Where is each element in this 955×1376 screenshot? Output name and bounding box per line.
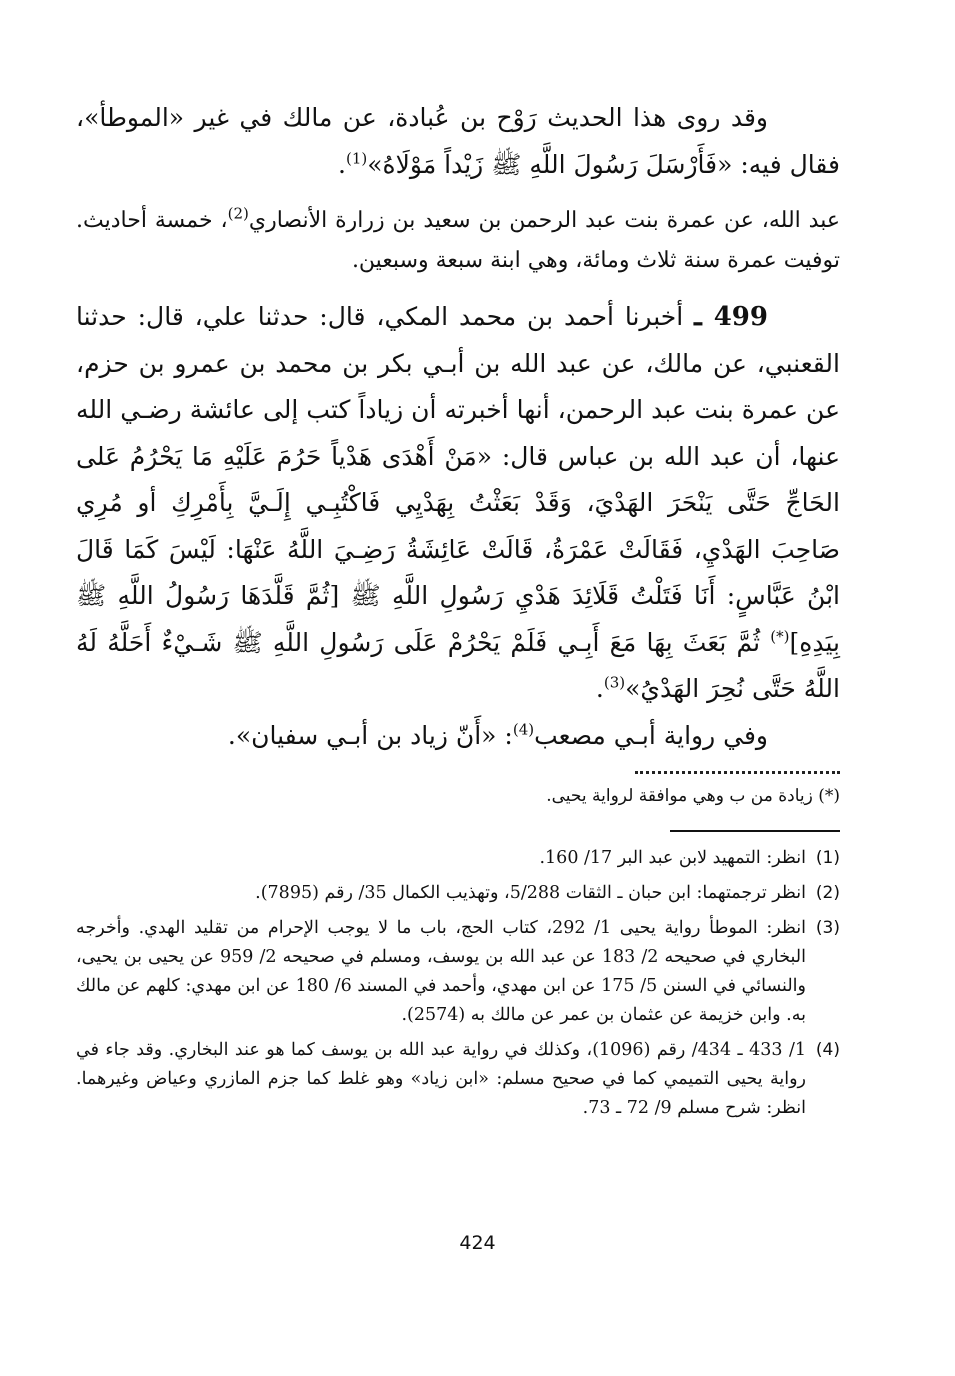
paragraph-2-rest: ، خمسة أحاديث. توفيت عمرة سنة ثلاث ومائة، وهي ابنة سبعة وسبعين. bbox=[76, 208, 840, 273]
hadith-text-b: ثُمَّ بَعَثَ بِهَا مَعَ أَبِـي فَلَمْ يَحْرُمْ عَلَى رَسُولِ اللَّهِ ﷺ شَـيْءٌ أَحَلَّهُ لَهُ اللَّهُ حَتَّى نُحِرَ الهَدْيُ» bbox=[76, 627, 840, 703]
page-body bbox=[76, 95, 840, 1129]
hadith-end: . bbox=[595, 674, 604, 703]
footnote-number: (3) bbox=[815, 918, 840, 938]
footnote-3 bbox=[76, 914, 840, 1030]
footnote-ref-1[interactable]: (1) bbox=[345, 149, 368, 168]
footnote-number: (4) bbox=[815, 1040, 840, 1060]
paragraph-1-text: وقد روى هذا الحديث رَوْح بن عُبادة، عن مالك في غير «الموطأ»، فقال فيه: «فَأَرْسَلَ رَسُولَ اللَّهِ ﷺ زَيْداً مَوْلَاهُ» bbox=[76, 103, 840, 179]
footnote-number: (1) bbox=[815, 848, 840, 868]
page-number: 424 bbox=[459, 1232, 496, 1254]
hadith-number: 499 ـ bbox=[694, 302, 768, 332]
footnote-separator bbox=[670, 830, 840, 832]
paragraph-4 bbox=[76, 713, 840, 760]
dotted-separator bbox=[635, 771, 840, 774]
footnote-text: 1/ 433 ـ 434/ رقم (1096)، وكذلك في رواية عبد الله بن يوسف كما هو عند البخاري. وقد جاء في رواية يحيى التميمي كما في صحيح مسلم: «ابن زياد» وهو غلط كما جزم المازري وعياض وغيرهما. انظر: شرح مسلم 9/ 72 ـ 73. bbox=[76, 1040, 806, 1118]
hadith-text-a: أخبرنا أحمد بن محمد المكي، قال: حدثنا علي، قال: حدثنا القعنبي، عن مالك، عن عبد الله بن أبـي بكر بن محمد بن عمرو بن حزم، عن عمرة بنت عبد الرحمن، أنها أخبرته أن زياداً كتب إلى عائشة رضـي الله عنها، أن عبد الله بن عباس قال: «مَنْ أَهْدَى هَدْياً حَرُمَ عَلَيْهِ مَا يَحْرُمُ عَلى الحَاجِّ حَتَّى يَنْحَرَ الهَدْيَ، وَقَدْ بَعَثْتُ بِهَدْيِي فَاكْتُبِـي إِلَـيَّ بِأَمْرِكِ أو مُرِي صَاحِبَ الهَدْيِ، فَقَالَتْ عَمْرَةُ، قَالَتْ عَائِشَةُ رَضِـيَ اللَّهُ عَنْهَا: لَيْسَ كَمَا قَالَ ابْنُ عَبَّاسٍ: أَنَا فَتَلْتُ قَلَائِدَ هَدْيِ رَسُولِ اللَّهِ ﷺ [ثُمَّ قَلَّدَهَا رَسُولُ اللَّهِ ﷺ بِيَدِهِ] bbox=[76, 302, 840, 657]
footnote-2 bbox=[76, 879, 840, 908]
paragraph-1 bbox=[76, 95, 840, 188]
paragraph-4-text-b: : «أَنّ زياد بن أبـي سفيان». bbox=[227, 720, 513, 750]
footnote-ref-2[interactable]: (2) bbox=[227, 204, 249, 223]
footnote-text: انظر: الموطأ رواية يحيى 1/ 292، كتاب الحج، باب ما لا يوجب الإحرام من تقليد الهدي. وأخرجه البخاري في صحيحه 2/ 183 عن عبد الله بن يوسف، ومسلم في صحيحه 2/ 959 عن يحيى بن يحيى، والنسائي في السنن 5/ 175 عن ابن مهدي، وأحمد في المسند 6/ 180 عن ابن مهدي: كلهم عن مالك به. وابن خزيمة عن عثمان بن عمر عن مالك به (2574). bbox=[76, 918, 806, 1025]
main-text bbox=[76, 95, 840, 759]
footnotes-list bbox=[76, 844, 840, 1123]
paragraph-4-text-a: وفي رواية أبـي مصعب bbox=[534, 720, 768, 750]
paragraph-1-end: . bbox=[338, 149, 346, 179]
paragraph-2-text: عبد الله، عن عمرة بنت عبد الرحمن بن سعيد بن زرارة الأنصاري bbox=[248, 208, 840, 233]
footnote-text: انظر ترجمتهما: ابن حبان ـ الثقات 5/288، وتهذيب الكمال 35/ رقم (7895). bbox=[255, 883, 806, 903]
paragraph-hadith-499 bbox=[76, 294, 840, 713]
footnote-ref-4[interactable]: (4) bbox=[512, 720, 535, 739]
addition-note: (*) زيادة من ب وهي موافقة لرواية يحيى. bbox=[546, 786, 840, 806]
footnote-text: انظر: التمهيد لابن عبد البر 17/ 160. bbox=[539, 848, 806, 868]
addition-marker[interactable]: (*) bbox=[770, 627, 790, 646]
footnote-number: (2) bbox=[815, 883, 840, 903]
paragraph-2 bbox=[76, 201, 840, 281]
footnote-4 bbox=[76, 1036, 840, 1123]
footnote-1 bbox=[76, 844, 840, 873]
footnote-ref-3[interactable]: (3) bbox=[603, 673, 626, 692]
